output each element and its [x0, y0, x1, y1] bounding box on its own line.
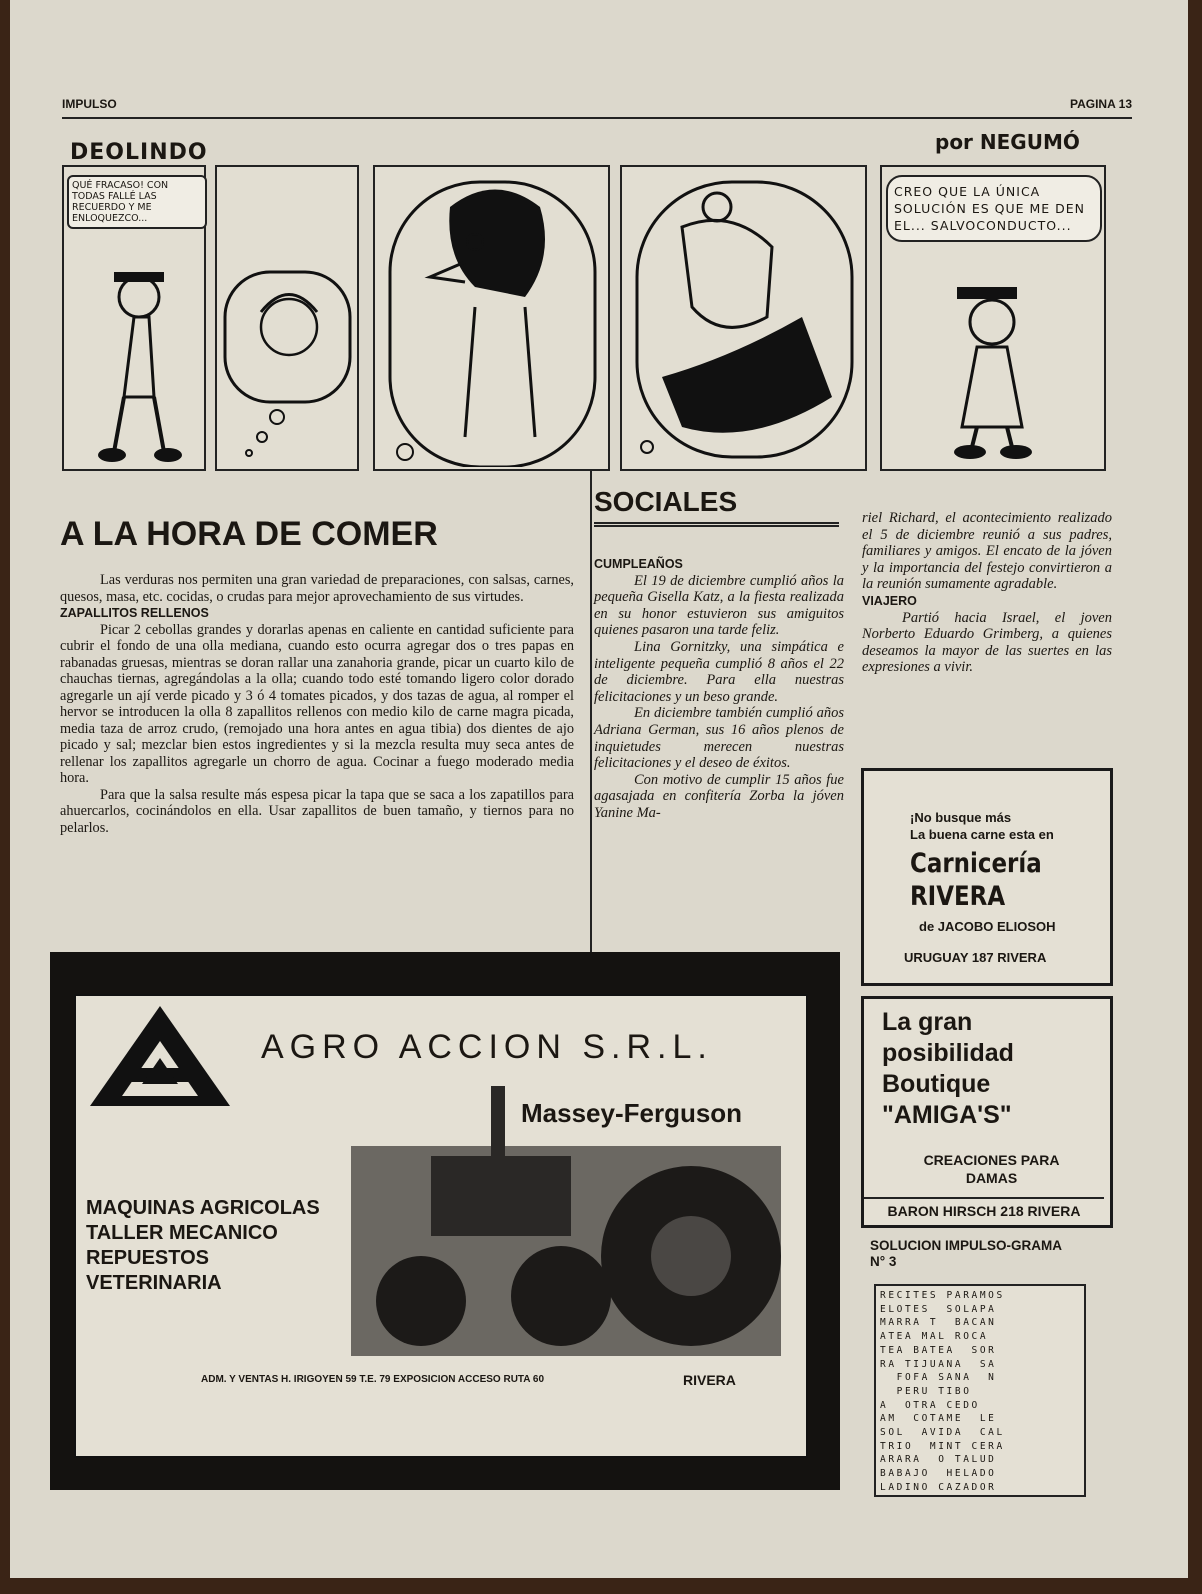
ad-address: ADM. Y VENTAS H. IRIGOYEN 59 T.E. 79 EXPOSICION ACCESO RUTA 60: [201, 1374, 545, 1385]
crossword-rows: [880, 1289, 1005, 1495]
crossword-grid: [874, 1284, 1086, 1497]
agro-accion-ad: [50, 952, 840, 1490]
character-drawing: [882, 277, 1104, 467]
ad-tagline: CREACIONES PARA DAMAS: [923, 1152, 1060, 1186]
recipe-subhead: ZAPALLITOS RELLENOS: [60, 606, 209, 620]
page-header: [62, 95, 1132, 119]
grama-title: SOLUCION IMPULSO-GRAMA: [870, 1238, 1062, 1253]
comic-title: DEOLINDO: [70, 140, 208, 165]
ad-service: TALLER MECANICO: [86, 1222, 278, 1244]
grama-header: [870, 1238, 1062, 1270]
crossword-row: RA TIJUANA SA: [880, 1358, 997, 1370]
character-drawing: [64, 257, 204, 467]
crossword-row: BABAJO HELADO: [880, 1468, 997, 1480]
ad-service: VETERINARIA: [86, 1272, 222, 1294]
crossword-row: LADINO CAZADOR: [880, 1481, 997, 1493]
ad-headline: Boutique: [882, 1070, 991, 1098]
woman-closeup-drawing: [622, 167, 865, 467]
crossword-row: FOFA SANA N: [880, 1372, 997, 1384]
ad-inner-frame: [74, 994, 808, 1458]
sociales-column-2: [862, 510, 1112, 676]
woman-portrait-drawing: [375, 167, 608, 467]
boutique-ad: [861, 996, 1113, 1228]
comic-panel-1: [62, 165, 206, 471]
ad-tagline: La buena carne esta en: [910, 827, 1054, 842]
ad-service: REPUESTOS: [86, 1247, 209, 1269]
comic-panel-2: [215, 165, 359, 471]
sociales-paragraph: Partió hacia Israel, el joven Norberto Eduardo Grimberg, a quienes deseamos la mayor de las suertes en las expresiones a vivir.: [862, 609, 1112, 676]
tractor-photo: [351, 1086, 781, 1356]
page-number: PAGINA 13: [1069, 97, 1132, 111]
grama-number: N° 3: [870, 1254, 897, 1269]
sociales-paragraph: En diciembre también cumplió años Adriana German, sus 16 años plenos de inquietudes merecen nuestras felicitaciones y el deseo de éxitos.: [594, 705, 844, 772]
ad-business-name: "AMIGA'S": [882, 1101, 1012, 1129]
agro-accion-logo-icon: [90, 1006, 230, 1116]
sociales-subhead: VIAJERO: [862, 593, 917, 608]
ad-business-name: Carnicería: [910, 848, 1042, 879]
crossword-row: ARARA O TALUD: [880, 1454, 997, 1466]
crossword-row: TRIO MINT CERA: [880, 1440, 1005, 1452]
crossword-row: ELOTES SOLAPA: [880, 1303, 997, 1315]
sociales-title: SOCIALES: [594, 486, 839, 527]
crossword-row: SOL AVIDA CAL: [880, 1427, 1005, 1439]
ad-headline: La gran: [882, 1008, 973, 1036]
sociales-paragraph: Lina Gornitzky, una simpática e inteligente pequeña cumplió 8 años el 22 de diciembre. Para ella nuestras felicitaciones y un beso grande.: [594, 638, 844, 705]
ad-headline: posibilidad: [882, 1039, 1014, 1067]
sociales-paragraph: El 19 de diciembre cumplió años la pequeña Gisella Katz, a la fiesta realizada en su honor estuvieron sus amiguitos quienes pasaron una tarde feliz.: [594, 572, 844, 639]
recipe-paragraph: Para que la salsa resulte más espesa picar la tapa que se saca a los zapatillos para ahuercarlos, cocinándolos en ella. Usar zapallitos de buen tamaño, y tiernos para no pelarlos.: [60, 786, 574, 836]
publication-name: IMPULSO: [62, 97, 117, 111]
carniceria-ad: [861, 768, 1113, 986]
ad-city: RIVERA: [683, 1372, 736, 1388]
sociales-paragraph: riel Richard, el acontecimiento realizado el 5 de diciembre reunió a sus padres, familiares y amigos. El encato de la jóven y la importancia del festejo convirtieron a la reunión sumamente agradable.: [862, 510, 1112, 593]
ad-address: URUGUAY 187 RIVERA: [904, 950, 1047, 965]
ad-tagline: ¡No busque más: [910, 810, 1012, 825]
ad-company-name: AGRO ACCION S.R.L.: [261, 1028, 713, 1066]
comic-panel-5: [880, 165, 1106, 471]
comic-panel-3: [373, 165, 610, 471]
ad-brand-name: Massey-Ferguson: [521, 1098, 743, 1128]
sociales-paragraph: Con motivo de cumplir 15 años fue agasajada en confitería Zorba la jóven Yanine Ma-: [594, 771, 844, 821]
ad-address: BARON HIRSCH 218 RIVERA: [864, 1197, 1104, 1219]
crossword-row: ATEA MAL ROCA: [880, 1331, 989, 1343]
comic-author: por NEGUMÓ: [935, 130, 1080, 154]
crossword-row: TEA BATEA SOR: [880, 1344, 997, 1356]
crossword-row: MARRA T BACAN: [880, 1317, 997, 1329]
speech-bubble: QUÉ FRACASO! CON TODAS FALLÉ LAS RECUERDO Y ME ENLOQUEZCO...: [67, 175, 207, 229]
sociales-column-1: [594, 556, 844, 822]
column-divider: [590, 470, 592, 955]
article-intro: Las verduras nos permiten una gran variedad de preparaciones, con salsas, carnes, quesos, masa, etc. cocidas, o crudas para mejor aprovechamiento de sus virtudes.: [60, 572, 574, 605]
crossword-row: A OTRA CEDO: [880, 1399, 997, 1411]
ad-owner: de JACOBO ELIOSOH: [919, 919, 1056, 934]
crossword-row: RECITES PARAMOS: [880, 1290, 1005, 1301]
thought-bubble-drawing: [217, 167, 357, 467]
ad-business-name: RIVERA: [910, 881, 1006, 912]
article-body: [60, 572, 574, 836]
crossword-row: PERU TIBO: [880, 1385, 989, 1397]
ad-service: MAQUINAS AGRICOLAS: [86, 1197, 320, 1219]
sociales-subhead: CUMPLEAÑOS: [594, 557, 683, 571]
crossword-row: AM COTAME LE: [880, 1413, 997, 1425]
comic-panel-4: [620, 165, 867, 471]
speech-bubble: CREO QUE LA ÚNICA SOLUCIÓN ES QUE ME DEN EL... SALVOCONDUCTO...: [886, 175, 1102, 242]
recipe-paragraph: Picar 2 cebollas grandes y dorarlas apenas en caliente en cantidad suficiente para cubrir el fondo de una olla mediana, cuando esto ocurra agregar dos o tres papas en rabanadas gruesas, mientras se doran rallar una zanahoria grande, picar un cuarto kilo de chauchas tiernas, agregándolas a la olla; cuando todo esté tomando ligero color dorado agregarle un ají verde picado y 3 ó 4 tomates picados, y dos tazas de agua, al romper el hervor se introducen la olla 8 zapallitos rellenos con medio kilo de carne magra picada, media taza de arroz crudo, (remojado una hora antes en agua tibia) dos dientes de ajo picado y sal; mezclar bien estos ingredientes y si la mezcla resulta muy seca antes de rellenar los zapallitos agregarle un chorro de agua. Cocinar a fuego moderado media hora.: [60, 621, 574, 786]
article-title: A LA HORA DE COMER: [60, 515, 438, 553]
